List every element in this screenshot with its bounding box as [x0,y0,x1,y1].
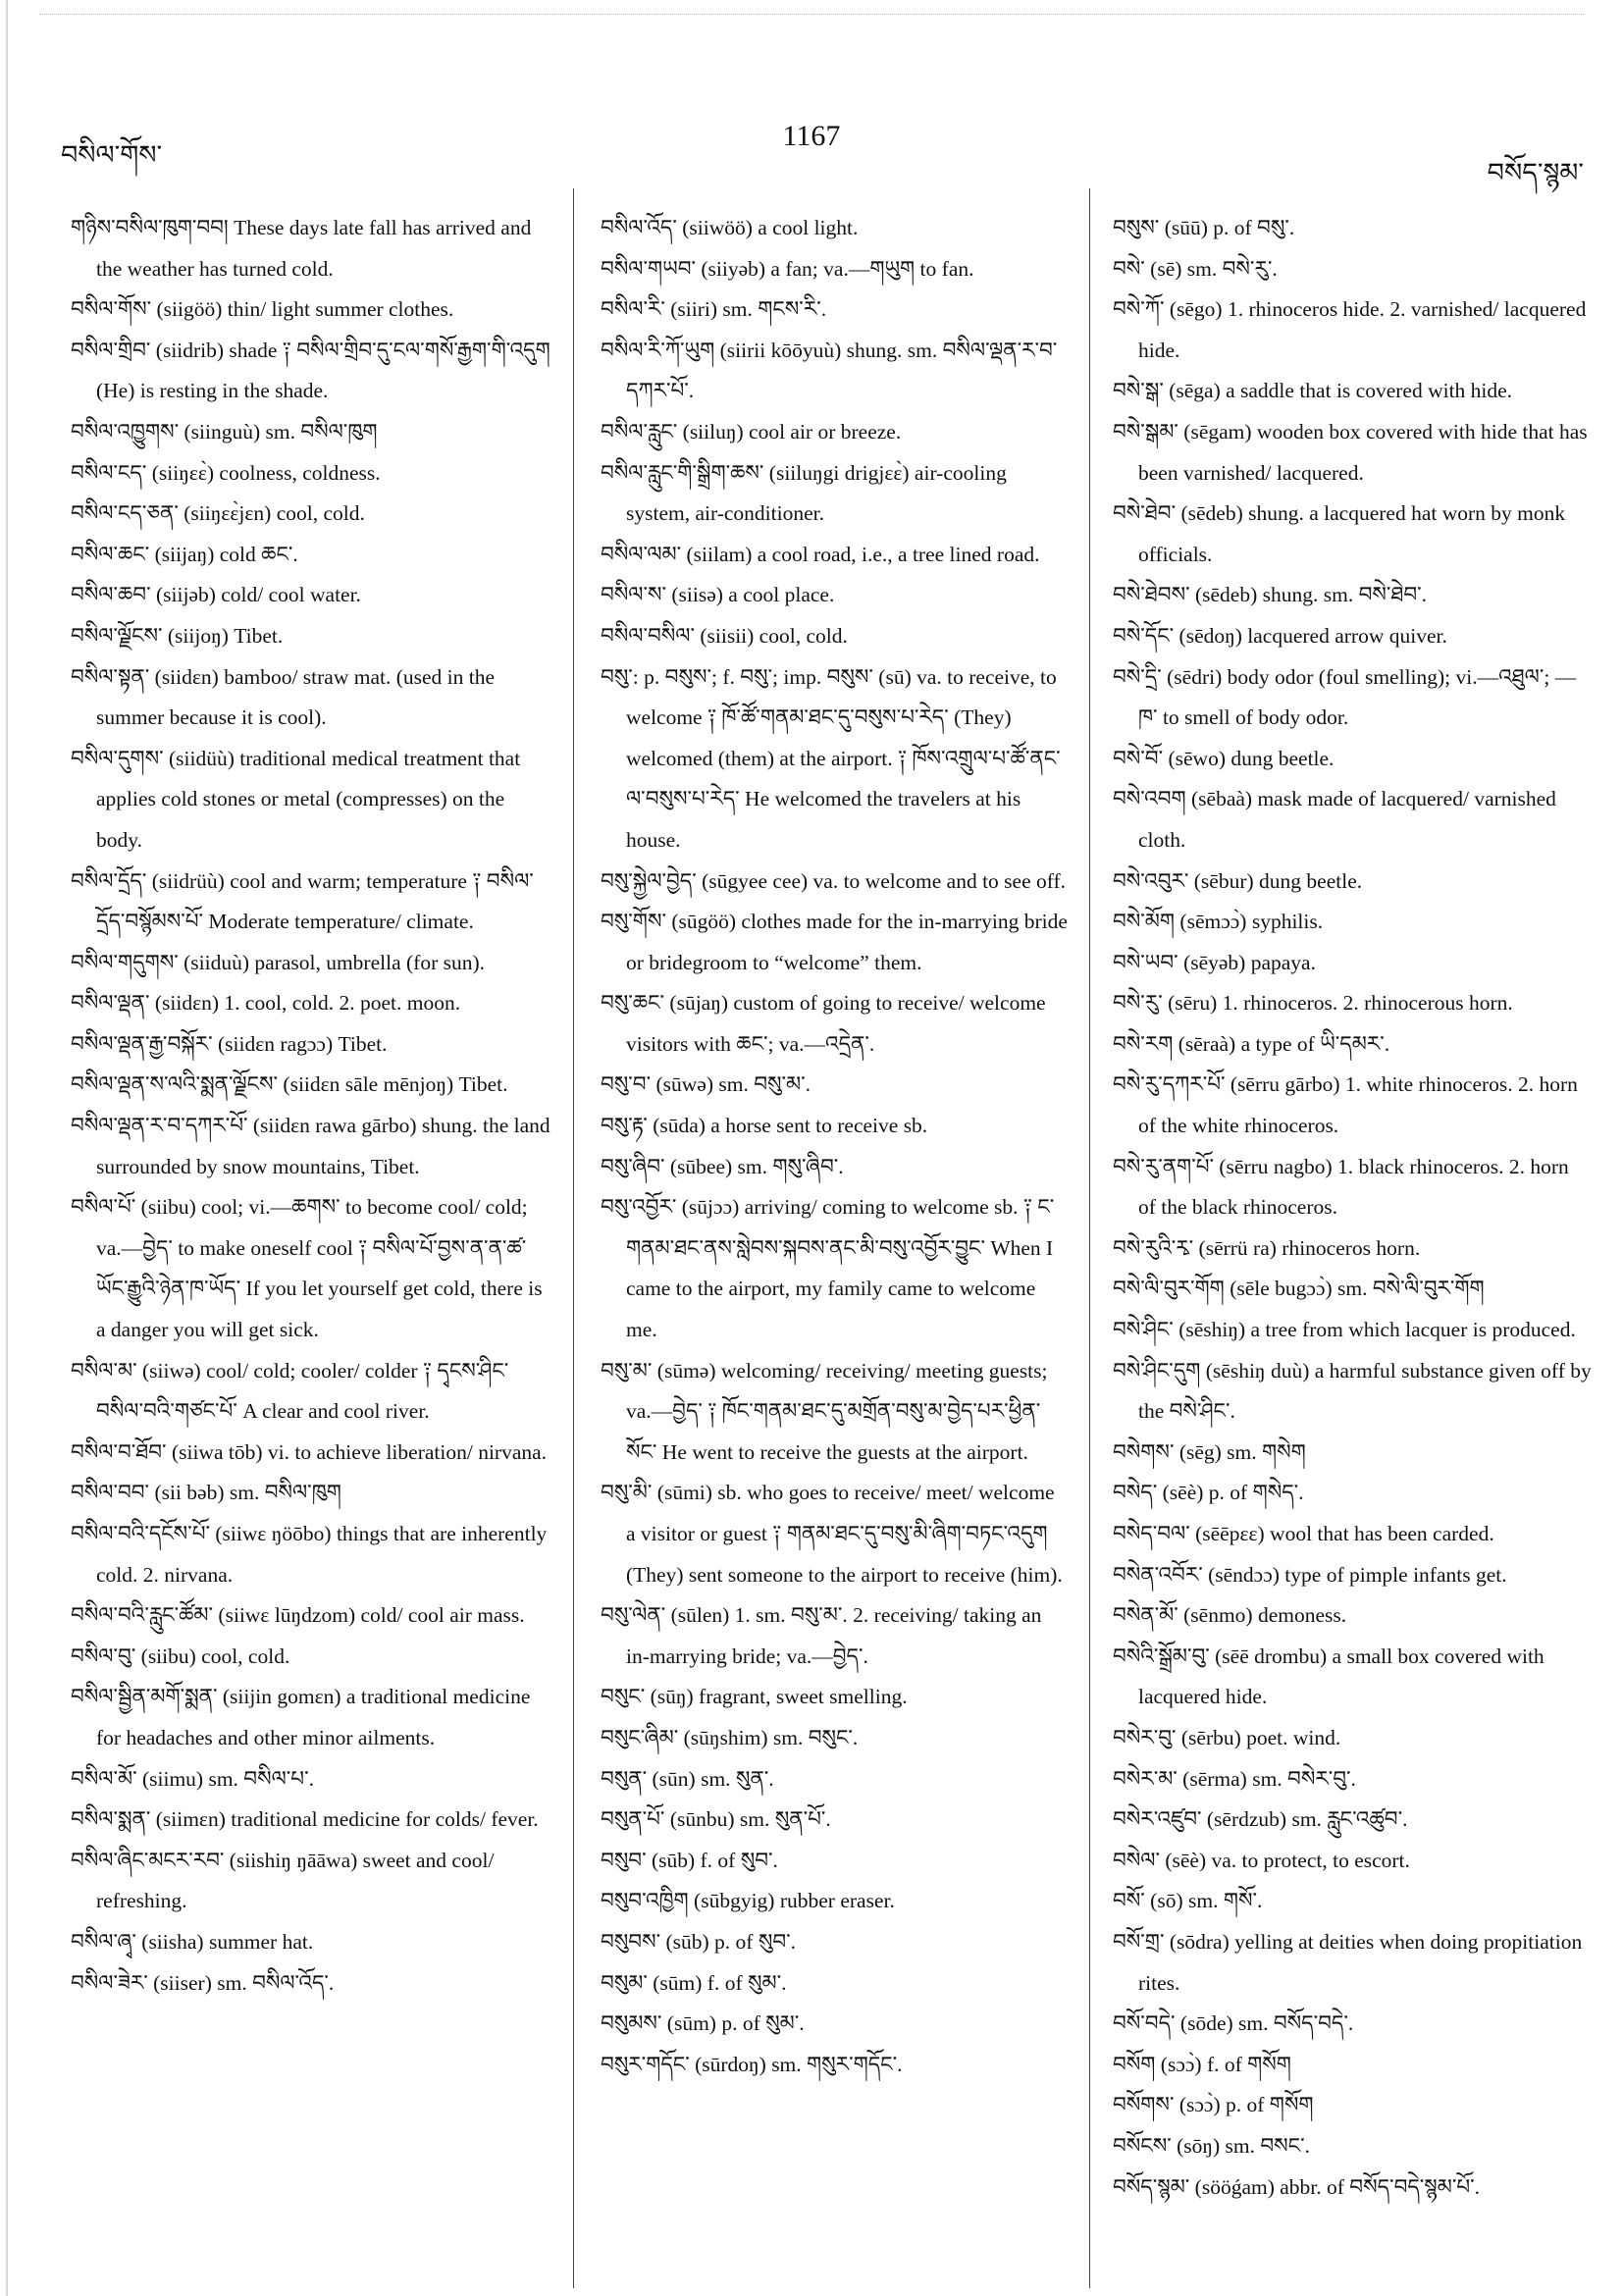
dictionary-entry: གཉིས་བསིལ་ཁུག་བབ། These days late fall has arrived and the weather has turned cold. [71,216,532,281]
dictionary-entry: བསེ་ཀོ་ (sēgo) 1. rhinoceros hide. 2. varnished/ lacquered hide. [1113,297,1587,362]
dictionary-entry: བསུང་ཞིམ་ (sūŋshim) sm. བསུང་. [601,1725,859,1749]
dictionary-entry: བསོད་སྙམ་ (sööǵam) abbr. of བསོད་བདེ་སྙམ་པོ་. [1113,2174,1481,2199]
dictionary-entry: བསུབ་ (sūb) f. of སུབ་. [601,1848,778,1872]
dictionary-entry: བསིལ་འཁྱུགས་ (siinguù) sm. བསིལ་ཁུག [71,419,378,444]
dictionary-entry: བསིལ་ལྡན་ར་བ་དཀར་པོ་ (siidɛn rawa gārbo) shung. the land surrounded by snow mountains, Tibet. [71,1114,550,1178]
dictionary-entry: བསེ་དྲི་ (sēdri) body odor (foul smelling); vi.—འཐུལ་; —ཁ་ to smell of body odor. [1113,664,1577,730]
dictionary-entry: བསིལ་ཞིང་མངར་རབ་ (siishiŋ ŋāāwa) sweet and cool/ refreshing. [71,1848,495,1913]
dictionary-entry: བསིལ་ཆབ་ (siijəb) cold/ cool water. [71,583,361,607]
dictionary-entry: བསེ་ཡབ་ (sēyəb) papaya. [1113,950,1316,974]
dictionary-entry: བསེ་རུའི་རྭ་ (sērrü ra) rhinoceros horn. [1113,1235,1421,1260]
dictionary-entry: བསེལ་ (sēè) va. to protect, to escort. [1113,1848,1410,1872]
dictionary-entry: བསིལ་ལྡན་ས་ལའི་སྨན་ལྗོངས་ (siidɛn sāle mēnjoŋ) Tibet. [71,1072,508,1097]
dictionary-entry: བསིལ་བ་ཐོབ་ (siiwa tōb) vi. to achieve liberation/ nirvana. [71,1439,548,1464]
dictionary-entry: བསེད་བལ་ (sēēpɛɛ) wool that has been carded. [1113,1522,1494,1545]
dictionary-entry: བསིལ་རླུང་ (siiluŋ) cool air or breeze. [601,419,902,444]
dictionary-entry: བསིལ་བའི་རླུང་ཚོམ་ (siiwɛ lūŋdzom) cold/ cool air mass. [71,1603,525,1628]
dictionary-entry: བསིལ་བུ་ (siibu) cool, cold. [71,1644,290,1668]
dictionary-entry: བསིལ་སྟན་ (siidɛn) bamboo/ straw mat. (used in the summer because it is cool). [71,664,496,730]
dictionary-entry: བསིལ་གདུགས་ (siiduù) parasol, umbrella (for sun). [71,950,486,974]
dictionary-column-2 [601,208,1068,2085]
dictionary-entry: བསིལ་རི་ཀོ་ཡུག (siirii kōōyuù) shung. sm. བསིལ་ལྡན་ར་བ་དཀར་པོ་. [601,338,1058,403]
dictionary-entry: བསེན་མོ་ (sēnmo) demoness. [1113,1603,1347,1628]
dictionary-entry: བསེར་མ་ (sērma) sm. བསེར་བུ་. [1113,1766,1356,1791]
dictionary-entry: བསིལ་སྨན་ (siimɛn) traditional medicine for colds/ fever. [71,1807,539,1832]
dictionary-entry: བསུམ་ (sūm) f. of སུམ་. [601,1970,787,1995]
dictionary-entry: བསུར་གདོང་ (sūrdoŋ) sm. གསུར་གདོང་. [601,2052,903,2076]
right-guideword: བསོད་སྙམ་ [1487,158,1584,188]
dictionary-entry: བསུ་འབྱོར་ (sūjɔɔ) arriving/ coming to welcome sb. ༑ ང་གནམ་ཐང་ནས་སླེབས་སྐབས་ནང་མི་བསུ་འབྱོར་བྱུང་ When I came to the airport, my family came to welcome me. [601,1195,1055,1342]
dictionary-entry: བསིལ་ས་ (siisə) a cool place. [601,583,835,607]
dictionary-entry: བསོག (sɔɔ̀) f. of གསོག [1113,2052,1291,2076]
dictionary-entry: བསེ་མོག (sēmɔɔ̀) syphilis. [1113,910,1324,934]
dictionary-entry: བསེ་འབག (sēbaà) mask made of lacquered/ varnished cloth. [1113,787,1556,852]
page-left-edge [6,0,8,2296]
dictionary-entry: བསུང་ (sūŋ) fragrant, sweet smelling. [601,1685,908,1709]
dictionary-entry: བསེར་འཛུབ་ (sērdzub) sm. རླུང་འཚུབ་. [1113,1807,1408,1832]
dictionary-column-3 [1113,208,1592,2208]
dictionary-entry: བསེད་ (sēè) p. of གསེད་. [1113,1481,1304,1505]
dictionary-entry: བསེ་རུ་ (sēru) 1. rhinoceros. 2. rhinocerous horn. [1113,991,1513,1016]
scan-top-line [39,14,1584,15]
dictionary-entry: བསུབས་ (sūb) p. of སུབ་. [601,1929,797,1954]
dictionary-entry: བསིལ་རི་ (siiri) sm. གངས་རི་. [601,297,827,322]
column-divider [573,188,574,2288]
dictionary-entry: བསོངས་ (sōŋ) sm. བསང་. [1113,2133,1310,2158]
dictionary-entry: བསིལ་ལྗོངས་ (siijoŋ) Tibet. [71,623,284,648]
dictionary-entry: བསིལ་གཡབ་ (siiyəb) a fan; va.—གཡུག to fan. [601,256,974,281]
dictionary-entry: བསུས་ (sūū) p. of བསུ་. [1113,216,1295,239]
dictionary-entry: བསིལ་སྦྱིན་མགོ་སྨན་ (siijin gomɛn) a traditional medicine for headaches and other minor ailments. [71,1685,531,1749]
dictionary-entry: བསེ་ཤིང་ (sēshiŋ) a tree from which lacquer is produced. [1113,1318,1576,1342]
dictionary-entry: བསིལ་བབ་ (sii bəb) sm. བསིལ་ཁུག [71,1481,341,1505]
dictionary-entry: བསེ་ཤིང་དུག (sēshiŋ duù) a harmful substance given off by the བསེ་ཤིང་. [1113,1358,1592,1424]
dictionary-entry: བསིལ་ངད་ཅན་ (siiŋɛɛ̀jɛn) cool, cold. [71,501,365,526]
dictionary-entry: བསུན་པོ་ (sūnbu) sm. སུན་པོ་. [601,1807,831,1832]
dictionary-entry: བསུབ་འཁྱིག (sūbgyig) rubber eraser. [601,1889,895,1913]
dictionary-entry: བསིལ་མོ་ (siimu) sm. བསིལ་པ་. [71,1766,314,1791]
dictionary-entry: བསོ་གྲ་ (sōdra) yelling at deities when doing propitiation rites. [1113,1929,1583,1995]
dictionary-entry: བསིལ་དུགས་ (siidüù) traditional medical treatment that applies cold stones or metal (compresses) on the body. [71,746,521,852]
dictionary-entry: བསུ་མི་ (sūmi) sb. who goes to receive/ meet/ welcome a visitor or guest ༑ གནམ་ཐང་དུ་བསུ་མི་ཞིག་བཏང་འདུག (They) sent someone to the airport to receive (him). [601,1481,1063,1587]
dictionary-entry: བསིལ་དྲོད་ (siidrüù) cool and warm; temperature ༑ བསིལ་དྲོད་བསྙོམས་པོ་ Moderate temperature/ climate. [71,868,534,934]
dictionary-entry: བསེ་རག (sēraà) a type of ཡི་དམར་. [1113,1031,1390,1056]
dictionary-entry: བསེ་ (sē) sm. བསེ་རུ་. [1113,256,1278,281]
dictionary-entry: བསིལ་ལྡན་ (siidɛn) 1. cool, cold. 2. poet. moon. [71,991,461,1016]
dictionary-entry: བསིལ་པོ་ (siibu) cool; vi.—ཆགས་ to become cool/ cold; va.—བྱེད་ to make oneself cool ༑ བསིལ་པོ་བྱས་ན་ན་ཚ་ཡོང་རྒྱུའི་ཉེན་ཁ་ཡོད་ If you let yourself get cold, there is a danger you will get sick. [71,1195,543,1342]
dictionary-entry: བསིལ་ཆང་ (siijaŋ) cold ཆང་. [71,542,298,566]
column-divider [1089,188,1090,2288]
dictionary-entry: བསུ་ལེན་ (sūlen) 1. sm. བསུ་མ་. 2. receiving/ taking an in-marrying bride; va.—བྱེད་. [601,1603,1042,1668]
dictionary-entry: བསུམས་ (sūm) p. of སུམ་. [601,2011,805,2036]
dictionary-entry: བསིལ་ལམ་ (siilam) a cool road, i.e., a tree lined road. [601,542,1040,566]
dictionary-entry: བསོ་བདེ་ (sōde) sm. བསོད་བདེ་. [1113,2011,1354,2036]
dictionary-entry: བསུན་ (sūn) sm. སུན་. [601,1766,774,1791]
dictionary-entry: བསོ་ (sō) sm. གསོ་. [1113,1889,1263,1913]
dictionary-entry: བསོགས་ (sɔɔ̀) p. of གསོག [1113,2093,1314,2117]
dictionary-entry: བསིལ་ཟེར་ (siiser) sm. བསིལ་འོད་. [71,1970,335,1995]
dictionary-entry: བསེགས་ (sēg) sm. གསེག [1113,1439,1306,1464]
dictionary-entry: བསེ་དོང་ (sēdoŋ) lacquered arrow quiver. [1113,623,1447,648]
dictionary-entry: བསེན་འབོར་ (sēndɔɔ) type of pimple infants get. [1113,1562,1507,1587]
dictionary-entry: བསིལ་བསིལ་ (siisii) cool, cold. [601,623,848,648]
dictionary-entry: བསེ་འབུར་ (sēbur) dung beetle. [1113,868,1363,893]
dictionary-entry: བསེ་ཐེབས་ (sēdeb) shung. sm. བསེ་ཐེབ་. [1113,583,1428,607]
dictionary-entry: བསིལ་མ་ (siiwə) cool/ cold; cooler/ colder ༑ དྭངས་ཤིང་བསིལ་བའི་གཙང་པོ་ A clear and cool river. [71,1358,509,1424]
dictionary-entry: བསེ་ལི་བུར་གོག (sēle bugɔɔ̀) sm. བསེ་ལི་བུར་གོག [1113,1277,1485,1301]
dictionary-entry: བསེའི་སྒྲོམ་བུ་ (sēē drombu) a small box covered with lacquered hide. [1113,1644,1544,1709]
dictionary-entry: བསུ་རྟ་ (sūda) a horse sent to receive sb. [601,1114,928,1138]
dictionary-entry: བསེར་བུ་ (sērbu) poet. wind. [1113,1725,1341,1749]
dictionary-entry: བསེ་རུ་ནག་པོ་ (sērru nagbo) 1. black rhinoceros. 2. horn of the black rhinoceros. [1113,1154,1569,1220]
left-guideword: བསིལ་གོས་ [61,140,163,171]
dictionary-entry: བསུ་སྐྱེལ་བྱེད་ (sūgyee cee) va. to welcome and to see off. [601,868,1067,893]
dictionary-entry: བསིལ་ངད་ (siiŋɛɛ̀) coolness, coldness. [71,460,381,485]
dictionary-entry: བསུ་བ་ (sūwə) sm. བསུ་མ་. [601,1072,811,1097]
page-number: 1167 [782,120,841,152]
dictionary-entry: བསེ་རུ་དཀར་པོ་ (sērru gārbo) 1. white rhinoceros. 2. horn of the white rhinoceros. [1113,1072,1578,1138]
dictionary-entry: བསིལ་བའི་དངོས་པོ་ (siiwɛ ŋöōbo) things that are inherently cold. 2. nirvana. [71,1522,548,1587]
dictionary-entry: བསིལ་རླུང་གི་སྒྲིག་ཆས་ (siiluŋgi drigjɛɛ̀) air-cooling system, air-conditioner. [601,460,1007,526]
dictionary-entry: བསེ་བོ་ (sēwo) dung beetle. [1113,746,1335,770]
dictionary-entry: བསིལ་ཞྭ་ (siisha) summer hat. [71,1929,314,1954]
dictionary-entry: བསེ་སྒ་ (sēga) a saddle that is covered with hide. [1113,379,1513,403]
dictionary-entry: བསུ་: p. བསུས་; f. བསུ་; imp. བསུས་ (sū) va. to receive, to welcome ༑ ཁོ་ཚོ་གནམ་ཐང་དུ་བསུས་པ་རེད་ (They) welcomed (them) at the airport. ༑ ཁོས་འགྲུལ་པ་ཚོ་ནང་ལ་བསུས་པ་རེད་ He welcomed the travelers at his house. [601,664,1061,852]
dictionary-entry: བསེ་སྒམ་ (sēgam) wooden box covered with hide that has been varnished/ lacquered. [1113,419,1588,485]
dictionary-entry: བསིལ་གོས་ (siigöö) thin/ light summer clothes. [71,297,454,322]
dictionary-column-1 [71,208,551,2004]
dictionary-entry: བསིལ་གྲིབ་ (siidrib) shade ༑ བསིལ་གྲིབ་དུ་ངལ་གསོ་རྒྱག་གི་འདུག (He) is resting in the shade. [71,338,550,403]
dictionary-entry: བསིལ་འོད་ (siiwöö) a cool light. [601,216,859,239]
dictionary-entry: བསུ་ཆང་ (sūjaŋ) custom of going to receive/ welcome visitors with ཆང་; va.—འདྲེན་. [601,991,1046,1056]
dictionary-entry: བསིལ་ལྡན་རྒྱ་བསྐོར་ (siidɛn ragɔɔ) Tibet. [71,1031,388,1056]
dictionary-entry: བསུ་ཞིབ་ (sūbee) sm. གསུ་ཞིབ་. [601,1154,844,1178]
dictionary-entry: བསུ་གོས་ (sūgöö) clothes made for the in-marrying bride or bridegroom to “welcome” them. [601,910,1068,974]
dictionary-entry: བསུ་མ་ (sūmə) welcoming/ receiving/ meeting guests; va.—བྱེད་ ༑ ཁོང་གནམ་ཐང་དུ་མགྲོན་བསུ་མ་བྱེད་པར་ཕྱིན་སོང་ He went to receive the guests at the airport. [601,1358,1048,1464]
dictionary-entry: བསེ་ཐེབ་ (sēdeb) shung. a lacquered hat worn by monk officials. [1113,501,1566,566]
